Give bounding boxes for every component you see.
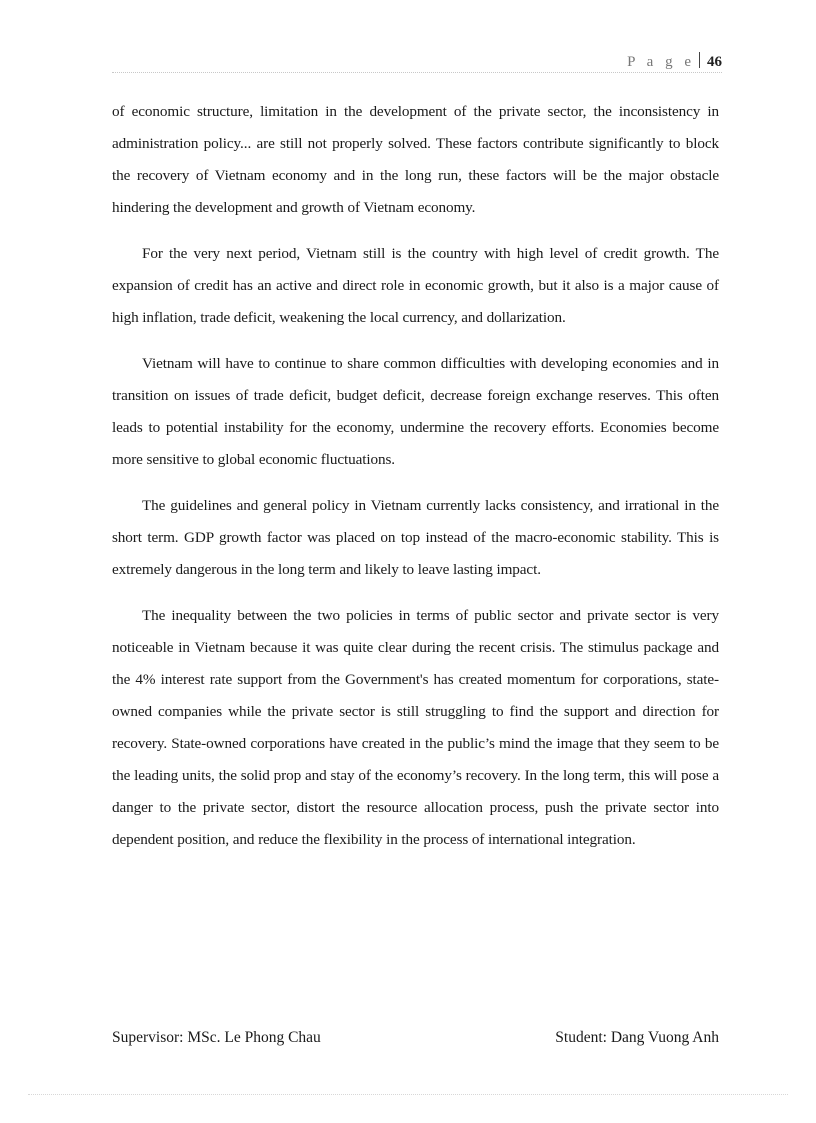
paragraph-1: of economic structure, limitation in the development of the private sector, the inconsistency in administration policy... are still not properly solved. These factors contribute significantly to block the recovery of Vietnam economy and in the long run, these factors will be the major obstacle hindering the development and growth of Vietnam economy. (112, 103, 719, 216)
student-credit: Student: Dang Vuong Anh (555, 1029, 719, 1046)
page-number: 46 (707, 54, 722, 70)
page-footer (112, 1029, 719, 1047)
page-separator (699, 52, 700, 68)
paragraph-3: Vietnam will have to continue to share common difficulties with developing economies and in transition on issues of trade deficit, budget deficit, decrease foreign exchange reserves. This often leads to potential instability for the economy, undermine the recovery efforts. Economies become more sensitive to global economic fluctuations. (112, 355, 719, 468)
bottom-divider (28, 1094, 788, 1095)
page-label: P a g e (627, 54, 695, 70)
supervisor-credit: Supervisor: MSc. Le Phong Chau (112, 1029, 321, 1046)
page-header (112, 52, 722, 73)
document-body (112, 96, 719, 870)
paragraph-4: The guidelines and general policy in Vietnam currently lacks consistency, and irrational in the short term. GDP growth factor was placed on top instead of the macro-economic stability. This is extremely dangerous in the long term and likely to leave lasting impact. (112, 497, 719, 578)
paragraph-2: For the very next period, Vietnam still is the country with high level of credit growth. The expansion of credit has an active and direct role in economic growth, but it also is a major cause of high inflation, trade deficit, weakening the local currency, and dollarization. (112, 245, 719, 326)
paragraph-5: The inequality between the two policies in terms of public sector and private sector is very noticeable in Vietnam because it was quite clear during the recent crisis. The stimulus package and the 4% interest rate support from the Government's has created momentum for corporations, state-owned companies while the private sector is still struggling to find the support and direction for recovery. State-owned corporations have created in the public’s mind the image that they seem to be the leading units, the solid prop and stay of the economy’s recovery. In the long term, this will pose a danger to the private sector, distort the resource allocation process, push the private sector into dependent position, and reduce the flexibility in the process of international integration. (112, 607, 719, 848)
